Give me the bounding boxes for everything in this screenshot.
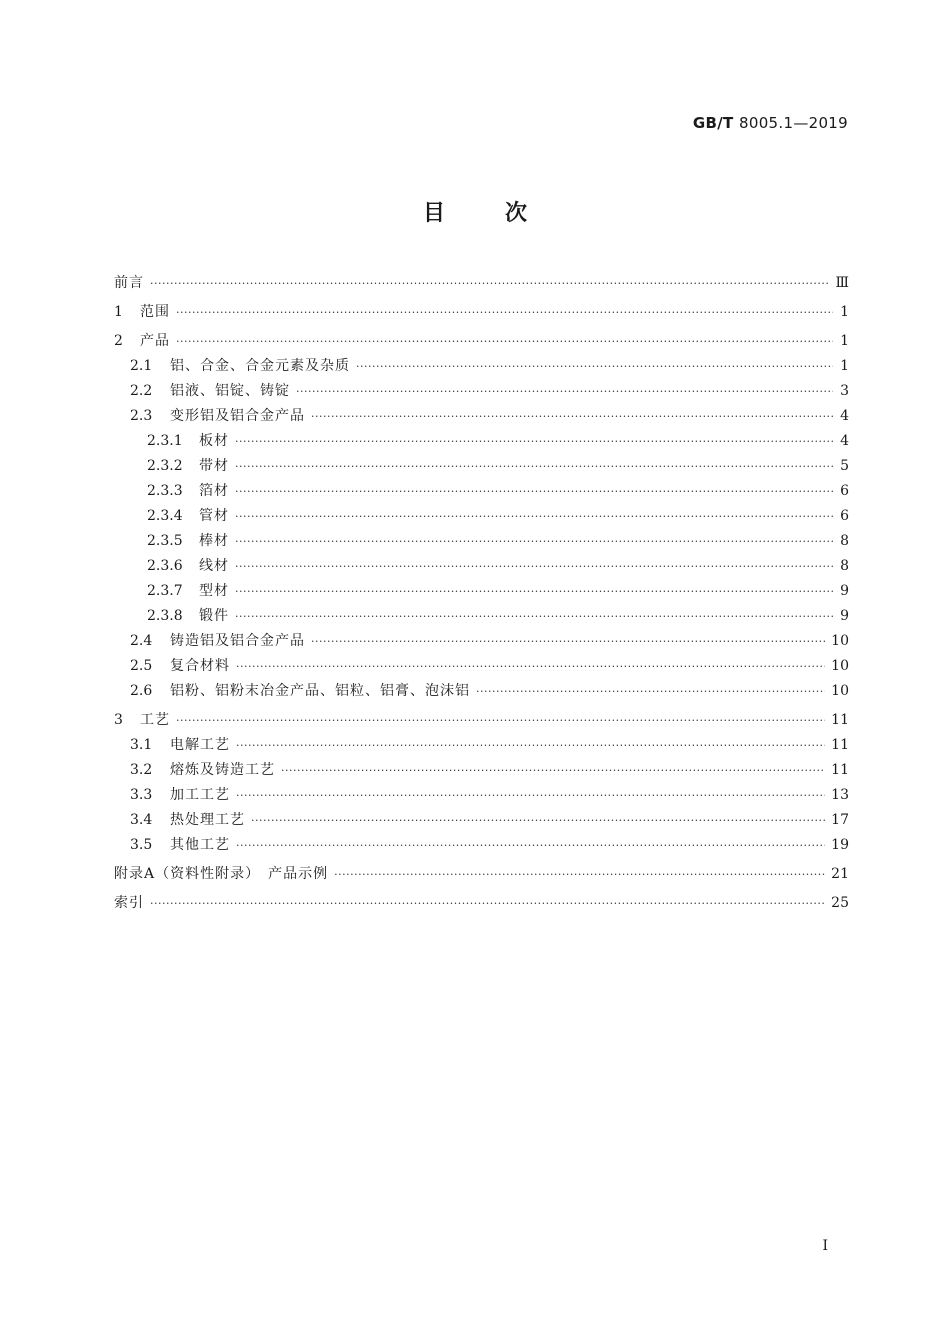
toc-leader-dots xyxy=(150,897,825,910)
toc-leader-dots xyxy=(235,585,833,598)
toc-entry-number: 3.2 xyxy=(130,762,153,778)
toc-leader-dots xyxy=(176,335,833,348)
toc-entry-page: 11 xyxy=(831,737,849,753)
toc-entry[interactable] xyxy=(114,605,849,630)
toc-entry-number: 2.3.8 xyxy=(147,608,183,624)
toc-entry-page: 9 xyxy=(840,608,849,624)
toc-leader-dots xyxy=(296,385,833,398)
toc-entry-label: 带材 xyxy=(199,458,229,474)
toc-entry[interactable] xyxy=(114,505,849,530)
title-char-1: 目 xyxy=(422,201,445,226)
toc-entry[interactable] xyxy=(114,759,849,784)
toc-entry-number: 2.3.4 xyxy=(147,508,183,524)
toc-entry-number: 2.6 xyxy=(130,683,153,699)
toc-entry-label: 工艺 xyxy=(140,712,170,728)
toc-entry-label: 铸造铝及铝合金产品 xyxy=(170,633,305,649)
toc-entry-label: 棒材 xyxy=(199,533,229,549)
toc-entry[interactable] xyxy=(114,630,849,655)
toc-entry-label: 加工工艺 xyxy=(170,787,230,803)
toc-entry-page: 1 xyxy=(840,358,849,374)
toc-entry-number: 2 xyxy=(114,333,123,349)
toc-entry-number: 2.3.3 xyxy=(147,483,183,499)
standard-number: 8005.1—2019 xyxy=(739,114,848,132)
toc-entry-number: 2.5 xyxy=(130,658,153,674)
toc-entry-page: 11 xyxy=(831,762,849,778)
toc-entry-page: 5 xyxy=(840,458,849,474)
toc-leader-dots xyxy=(176,306,833,319)
toc-entry-label: 产品 xyxy=(140,333,170,349)
toc-entry-page: 17 xyxy=(831,812,849,828)
toc-entry-page: 10 xyxy=(831,633,849,649)
page-number: I xyxy=(822,1238,828,1254)
toc-leader-dots xyxy=(235,460,833,473)
toc-entry[interactable] xyxy=(114,380,849,405)
toc-entry[interactable] xyxy=(114,709,849,734)
toc-entry-page: 9 xyxy=(840,583,849,599)
toc-entry-label: 变形铝及铝合金产品 xyxy=(170,408,305,424)
toc-leader-dots xyxy=(150,277,829,290)
toc-entry[interactable] xyxy=(114,405,849,430)
toc-leader-dots xyxy=(235,610,833,623)
toc-entry-page: 4 xyxy=(840,408,849,424)
toc-entry-label: 熔炼及铸造工艺 xyxy=(170,762,275,778)
toc-entry-label: 复合材料 xyxy=(170,658,230,674)
toc-entry-number: 3.1 xyxy=(130,737,153,753)
toc-entry-label: 锻件 xyxy=(199,608,229,624)
toc-leader-dots xyxy=(236,660,825,673)
toc-entry-label: 箔材 xyxy=(199,483,229,499)
table-of-contents xyxy=(114,272,849,917)
toc-entry[interactable] xyxy=(114,480,849,505)
toc-entry-number: 3.5 xyxy=(130,837,153,853)
toc-leader-dots xyxy=(235,560,833,573)
toc-entry[interactable] xyxy=(114,734,849,759)
standard-code xyxy=(693,114,848,132)
toc-entry-number: 2.3.1 xyxy=(147,433,183,449)
toc-entry[interactable] xyxy=(114,555,849,580)
toc-entry-label: 热处理工艺 xyxy=(170,812,245,828)
toc-entry-number: 2.1 xyxy=(130,358,153,374)
toc-entry[interactable] xyxy=(114,530,849,555)
toc-entry[interactable] xyxy=(114,834,849,859)
toc-entry-label: 板材 xyxy=(199,433,229,449)
toc-entry-label: 电解工艺 xyxy=(170,737,230,753)
toc-leader-dots xyxy=(236,839,825,852)
toc-entry-page: 10 xyxy=(831,658,849,674)
toc-entry-page: 1 xyxy=(840,304,849,320)
standard-prefix: GB/T xyxy=(692,114,734,132)
toc-leader-dots xyxy=(476,685,825,698)
toc-leader-dots xyxy=(334,868,825,881)
toc-entry-page: 11 xyxy=(831,712,849,728)
toc-entry[interactable] xyxy=(114,655,849,680)
toc-entry[interactable] xyxy=(114,892,849,917)
toc-entry-label: 管材 xyxy=(199,508,229,524)
toc-entry-page: 1 xyxy=(840,333,849,349)
toc-entry[interactable] xyxy=(114,680,849,705)
toc-entry-page: Ⅲ xyxy=(835,275,849,291)
toc-entry[interactable] xyxy=(114,355,849,380)
toc-leader-dots xyxy=(281,764,825,777)
toc-entry-page: 6 xyxy=(840,483,849,499)
toc-entry[interactable] xyxy=(114,455,849,480)
toc-entry-number: 3 xyxy=(114,712,123,728)
toc-entry-number: 2.3.6 xyxy=(147,558,183,574)
toc-entry-number: 2.4 xyxy=(130,633,153,649)
toc-entry[interactable] xyxy=(114,430,849,455)
toc-leader-dots xyxy=(235,535,833,548)
toc-leader-dots xyxy=(235,510,833,523)
toc-entry-page: 8 xyxy=(840,558,849,574)
toc-entry-label: 铝、合金、合金元素及杂质 xyxy=(170,358,350,374)
toc-entry-number: 3.4 xyxy=(130,812,153,828)
toc-entry-number: 2.3.2 xyxy=(147,458,183,474)
toc-entry-number: 2.2 xyxy=(130,383,153,399)
toc-entry-label: 铝液、铝锭、铸锭 xyxy=(170,383,290,399)
toc-entry[interactable] xyxy=(114,272,849,297)
toc-entry-number: 2.3.7 xyxy=(147,583,183,599)
toc-entry-number: 2.3 xyxy=(130,408,153,424)
toc-entry-label: 前言 xyxy=(114,275,144,291)
toc-entry-page: 13 xyxy=(831,787,849,803)
toc-entry[interactable] xyxy=(114,863,849,888)
toc-leader-dots xyxy=(176,714,825,727)
toc-entry-number: 1 xyxy=(114,304,123,320)
toc-entry-page: 4 xyxy=(840,433,849,449)
toc-entry[interactable] xyxy=(114,580,849,605)
toc-leader-dots xyxy=(235,435,833,448)
toc-entry-label: 线材 xyxy=(199,558,229,574)
toc-entry-label: 铝粉、铝粉末冶金产品、铝粒、铝膏、泡沫铝 xyxy=(170,683,470,699)
toc-entry-number: 2.3.5 xyxy=(147,533,183,549)
toc-entry[interactable] xyxy=(114,809,849,834)
toc-entry-page: 3 xyxy=(840,383,849,399)
toc-entry-page: 25 xyxy=(831,895,849,911)
toc-entry[interactable] xyxy=(114,301,849,326)
toc-leader-dots xyxy=(251,814,825,827)
toc-leader-dots xyxy=(236,789,825,802)
toc-entry-label: 型材 xyxy=(199,583,229,599)
toc-entry-label: 范围 xyxy=(140,304,170,320)
toc-entry-label: 其他工艺 xyxy=(170,837,230,853)
toc-leader-dots xyxy=(311,410,833,423)
toc-entry-page: 8 xyxy=(840,533,849,549)
toc-entry-page: 19 xyxy=(831,837,849,853)
toc-leader-dots xyxy=(236,739,825,752)
toc-entry[interactable] xyxy=(114,330,849,355)
toc-entry-number: 3.3 xyxy=(130,787,153,803)
toc-leader-dots xyxy=(235,485,833,498)
toc-entry-page: 6 xyxy=(840,508,849,524)
toc-entry-label: 附录A（资料性附录） 产品示例 xyxy=(114,866,329,882)
toc-entry-page: 21 xyxy=(831,866,849,882)
toc-leader-dots xyxy=(311,635,825,648)
toc-leader-dots xyxy=(356,360,833,373)
title-char-2: 次 xyxy=(505,201,528,226)
toc-entry-page: 10 xyxy=(831,683,849,699)
page-title xyxy=(0,196,950,227)
toc-entry[interactable] xyxy=(114,784,849,809)
toc-entry-label: 索引 xyxy=(114,895,144,911)
